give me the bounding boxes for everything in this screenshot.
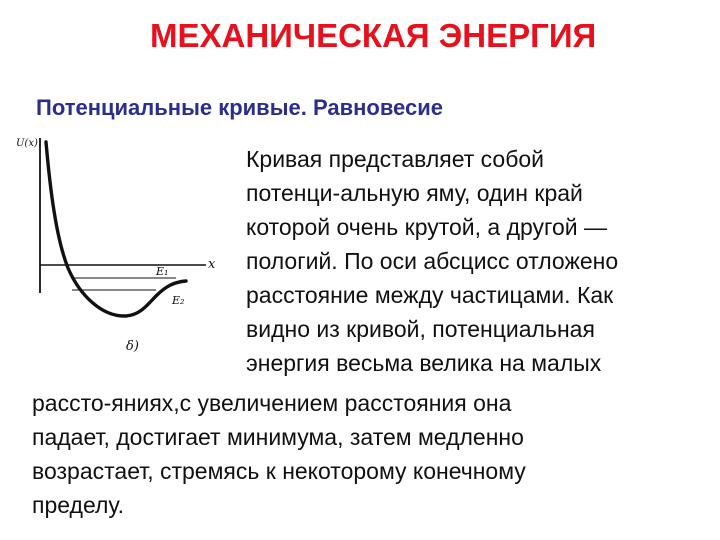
body-text-line: пологий. По оси абсцисс отложено: [246, 248, 619, 274]
body-text-line: видно из кривой, потенциальная: [246, 316, 595, 342]
body-text-line: возрастает, стремясь к некоторому конечному: [32, 458, 526, 484]
body-text-line: расстояние между частицами. Как: [246, 282, 614, 308]
body-text-line: которой очень крутой, а другой —: [246, 214, 607, 240]
body-text-line: потенци-альную яму, один край: [246, 180, 583, 206]
potential-curve-figure: [16, 128, 256, 358]
body-text-line: пределу.: [32, 492, 124, 518]
potential-curve-diagram: [16, 128, 256, 358]
body-text-line: Кривая представляет собой: [246, 146, 545, 172]
body-text-line: рассто-яниях,с увеличением расстояния она: [32, 390, 512, 416]
body-text-line: энергия весьма велика на малых: [246, 350, 602, 376]
energy-level-label-2: E₂: [172, 294, 185, 307]
panel-label: δ): [126, 339, 139, 354]
energy-level-label-1: E₁: [156, 265, 169, 278]
x-axis-label: x: [208, 257, 216, 272]
y-axis-label: U(x): [16, 138, 38, 149]
body-text-line: падает, достигает минимума, затем медленно: [32, 424, 524, 450]
slide-title: МЕХАНИЧЕСКАЯ ЭНЕРГИЯ: [150, 17, 597, 54]
slide-subtitle: Потенциальные кривые. Равновесие: [36, 95, 443, 120]
